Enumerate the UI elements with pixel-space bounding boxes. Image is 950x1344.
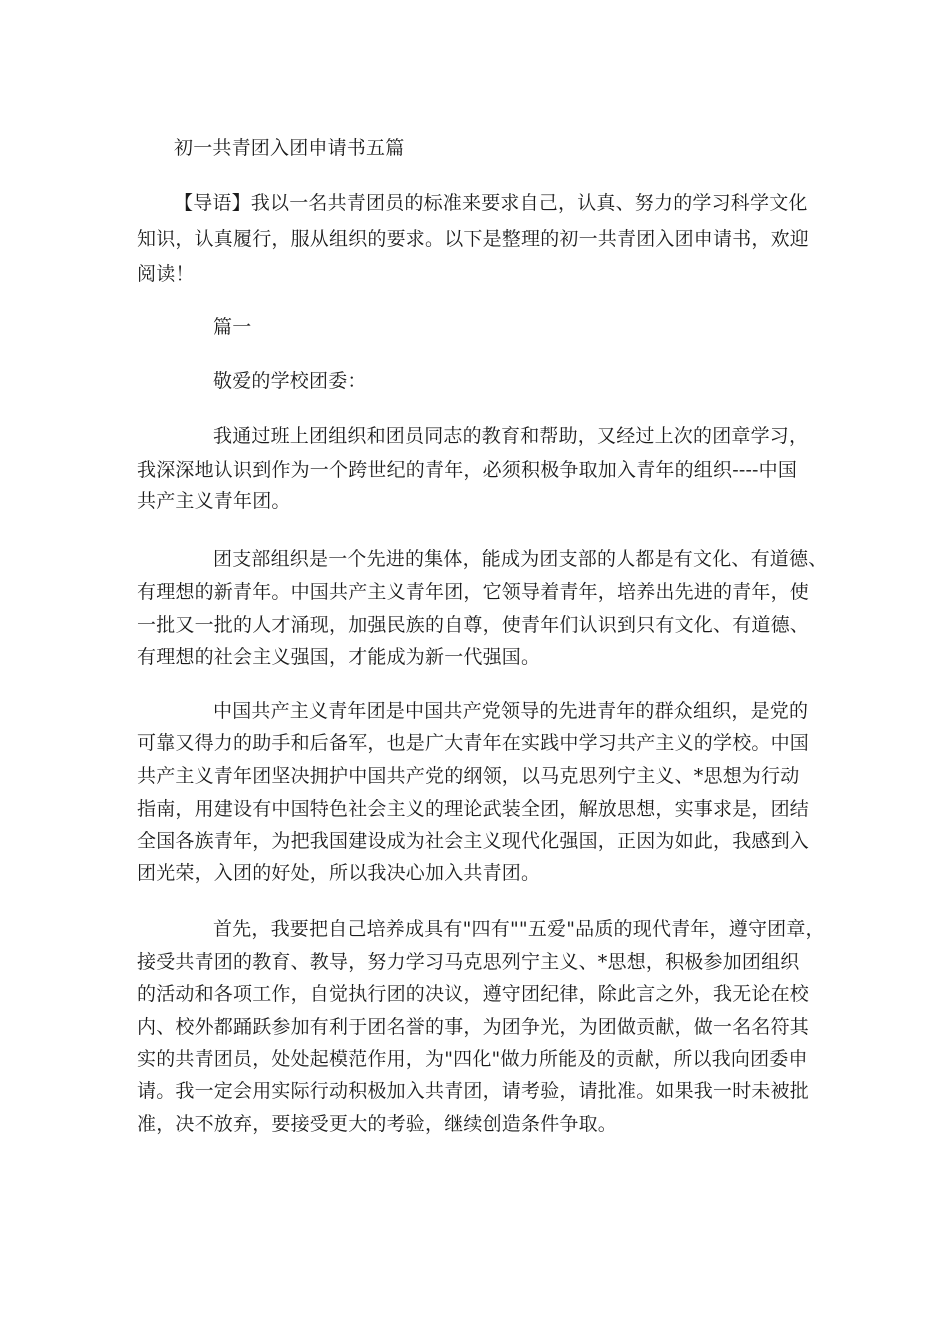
paragraph-line: 内、校外都踊跃参加有利于团名誉的事，为团争光，为团做贡献，做一名名符其 [137, 1016, 810, 1038]
paragraph-line: 指南，用建设有中国特色社会主义的理论武装全团，解放思想，实事求是，团结 [137, 798, 810, 820]
paragraph-line: 中国共产主义青年团是中国共产党领导的先进青年的群众组织，是党的 [213, 700, 809, 722]
paragraph-line: 可靠又得力的助手和后备军，也是广大青年在实践中学习共产主义的学校。中国 [137, 732, 810, 754]
paragraph-line: 的活动和各项工作，自觉执行团的决议，遵守团纪律，除此言之外，我无论在校 [137, 983, 810, 1005]
paragraph-line: 团支部组织是一个先进的集体，能成为团支部的人都是有文化、有道德、 [213, 548, 828, 570]
intro-line: 知识，认真履行，服从组织的要求。以下是整理的初一共青团入团申请书，欢迎 [137, 228, 810, 250]
paragraph-line: 我深深地认识到作为一个跨世纪的青年，必须积极争取加入青年的组织----中国 [137, 459, 798, 481]
paragraph-line: 团光荣，入团的好处，所以我决心加入共青团。 [137, 862, 541, 884]
section-heading: 篇一 [213, 316, 252, 338]
paragraph-line: 接受共青团的教育、教导，努力学习马克思列宁主义、*思想，积极参加团组织 [137, 951, 800, 973]
paragraph-line: 请。我一定会用实际行动积极加入共青团，请考验，请批准。如果我一时未被批 [137, 1080, 810, 1102]
paragraph-line: 一批又一批的人才涌现，加强民族的自尊，使青年们认识到只有文化、有道德、 [137, 614, 810, 636]
paragraph-line: 有理想的新青年。中国共产主义青年团，它领导着青年，培养出先进的青年，使 [137, 581, 810, 603]
salutation: 敬爱的学校团委： [213, 370, 367, 392]
paragraph-line: 准，决不放弃，要接受更大的考验，继续创造条件争取。 [137, 1113, 618, 1135]
paragraph-line: 我通过班上团组织和团员同志的教育和帮助，又经过上次的团章学习， [213, 425, 809, 447]
paragraph-line: 实的共青团员，处处起模范作用，为"四化"做力所能及的贡献，所以我向团委申 [137, 1048, 808, 1070]
paragraph-line: 共产主义青年团。 [137, 490, 291, 512]
paragraph-line: 全国各族青年，为把我国建设成为社会主义现代化强国，正因为如此，我感到入 [137, 830, 810, 852]
intro-line: 阅读！ [137, 263, 195, 285]
paragraph-line: 有理想的社会主义强国，才能成为新一代强国。 [137, 646, 541, 668]
paragraph-line: 共产主义青年团坚决拥护中国共产党的纲领，以马克思列宁主义、*思想为行动 [137, 765, 800, 787]
intro-line: 【导语】我以一名共青团员的标准来要求自己，认真、努力的学习科学文化 [174, 192, 808, 214]
paragraph-line: 首先，我要把自己培养成具有"四有""五爱"品质的现代青年，遵守团章， [213, 918, 825, 940]
document-title: 初一共青团入团申请书五篇 [174, 137, 405, 159]
